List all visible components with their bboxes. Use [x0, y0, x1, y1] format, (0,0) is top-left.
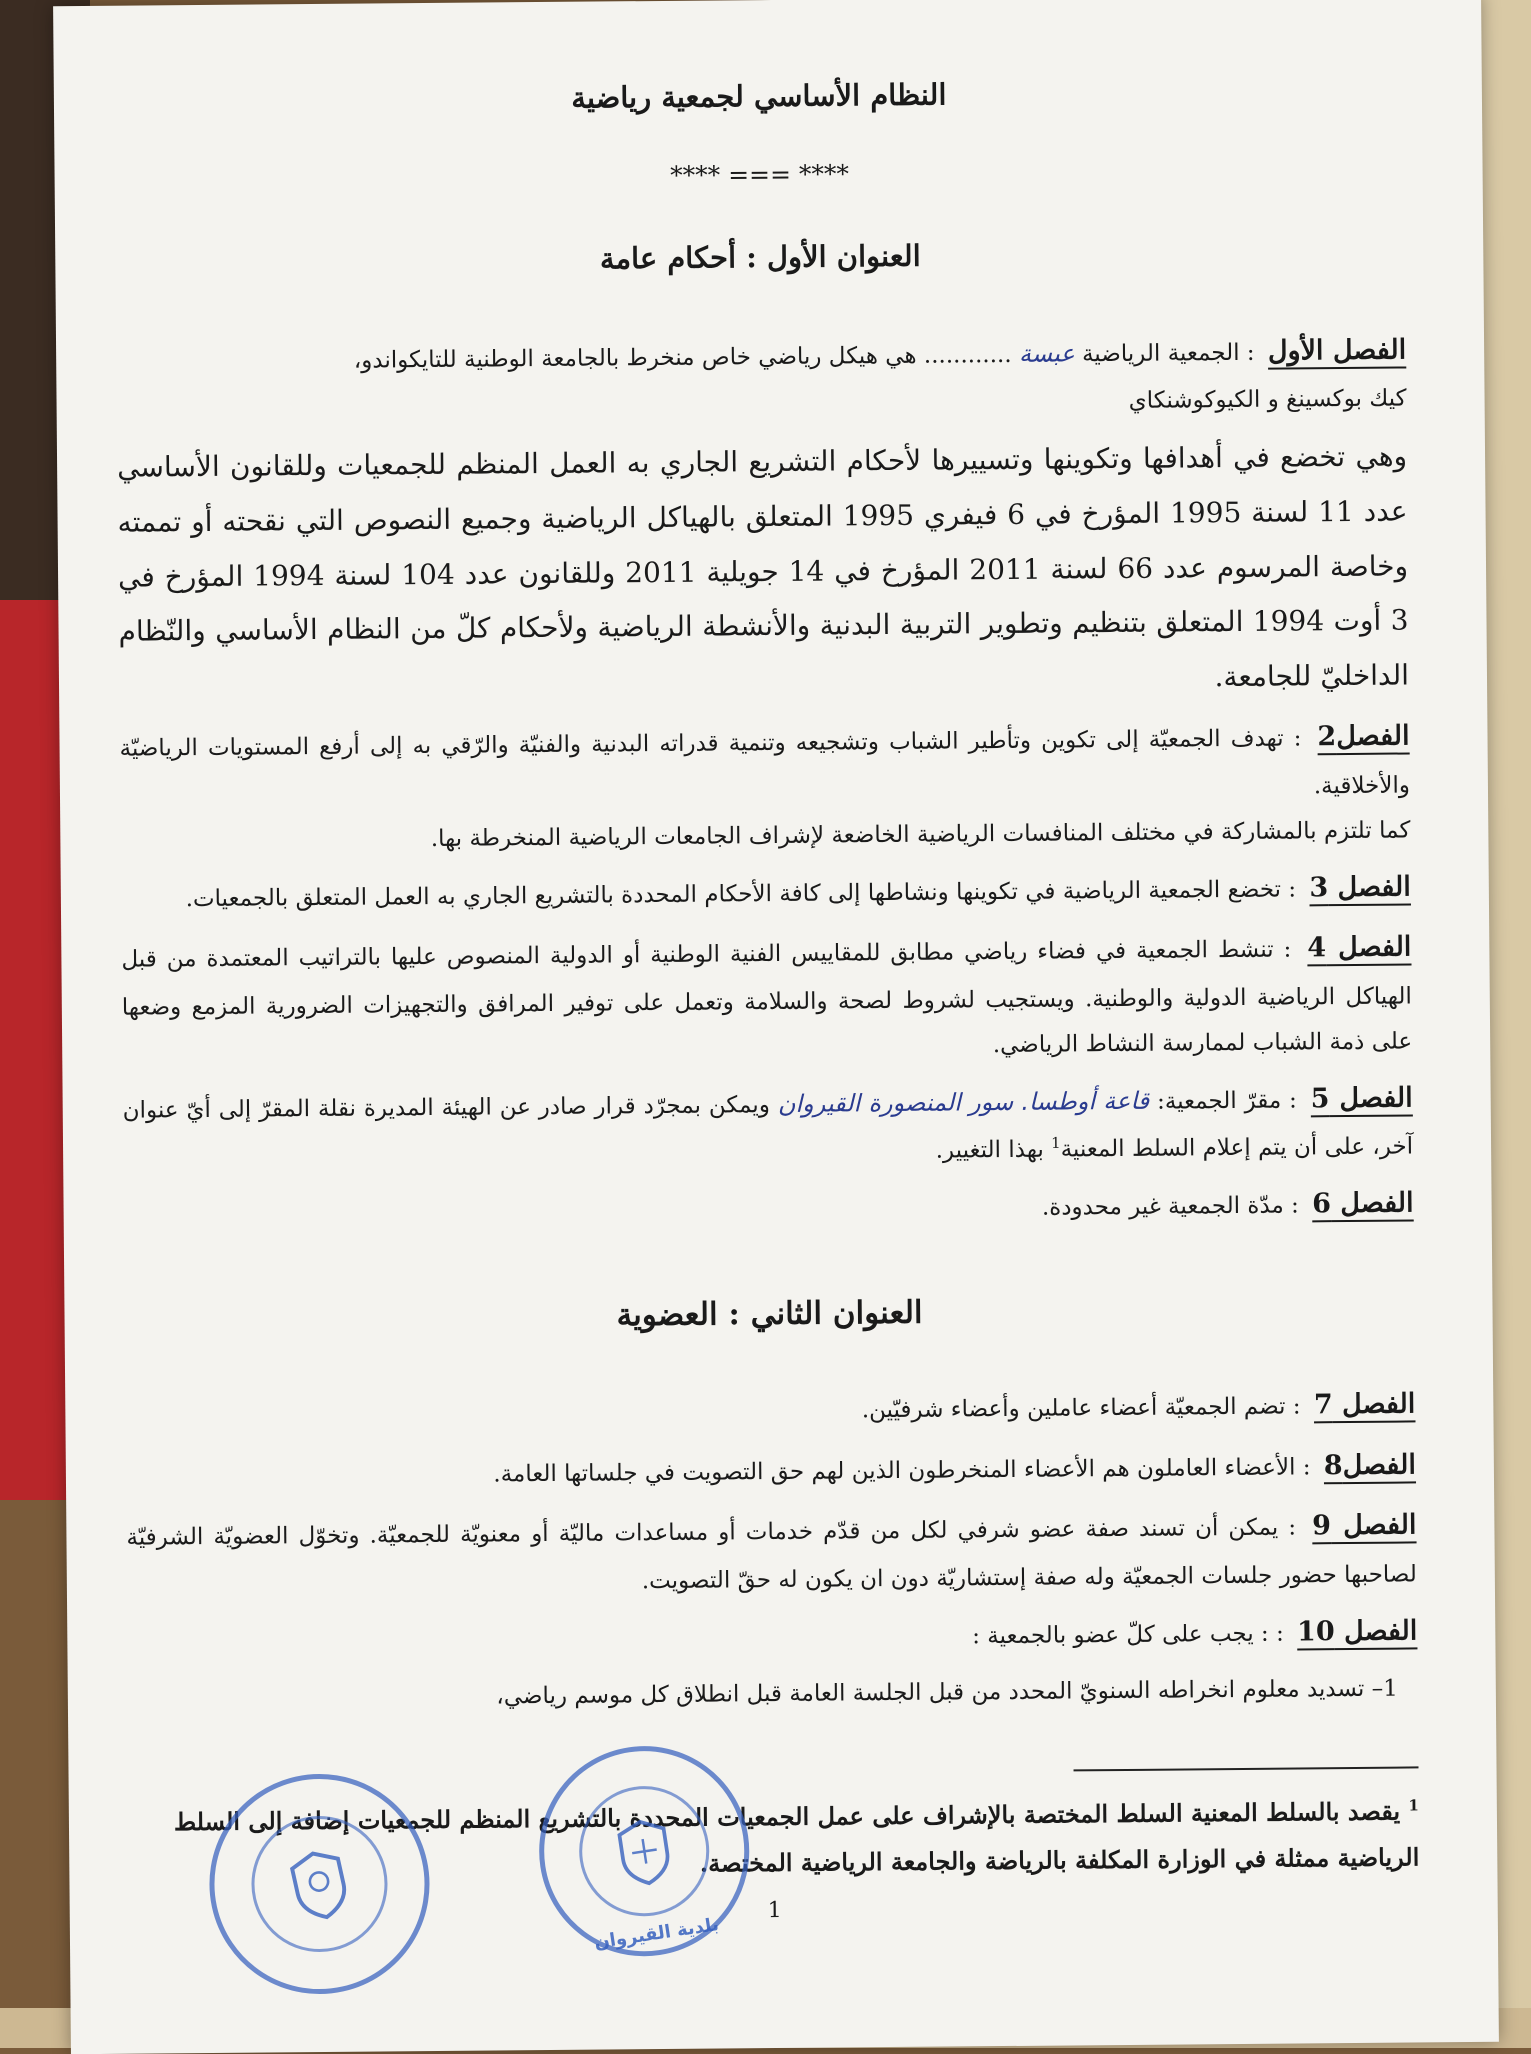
- document-page: [114, 44, 1420, 1938]
- article-1: الفصل الأول : الجمعية الرياضية عبسة ............ هي هيكل رياضي خاص منخرط بالجامعة الوطنية للتايكواندو، كيك بوكسينغ و الكيوكوشنكاي: [353, 334, 1407, 415]
- handwritten-address: قاعة أوطسا. سور المنصورة القيروان: [777, 1086, 1150, 1118]
- article-label: الفصل الأول: [1267, 334, 1407, 367]
- section-title-membership: العنوان الثاني : العضوية: [616, 1294, 923, 1334]
- article-label: الفصل 7: [1313, 1388, 1416, 1421]
- article-7: الفصل 7 : تضم الجمعيّة أعضاء عاملين وأعضاء شرفيّين.: [861, 1388, 1416, 1424]
- article-6: الفصل 6 : مدّة الجمعية غير محدودة.: [1041, 1187, 1414, 1221]
- stamp-emblem-icon: [238, 1803, 400, 1965]
- article-label: الفصل 3: [1309, 871, 1411, 903]
- separator: **** === ****: [670, 158, 850, 190]
- article-label: الفصل 9: [1312, 1509, 1417, 1542]
- list-item: 1– تسديد معلوم انخراطه السنويّ المحدد من قبل الجلسة العامة قبل انطلاق كل موسم رياضي،: [496, 1675, 1398, 1710]
- document-title: النظام الأساسي لجمعية رياضية: [571, 77, 947, 115]
- section-title-general: العنوان الأول : أحكام عامة: [599, 239, 921, 276]
- document-paper: [53, 0, 1499, 2054]
- article-label: الفصل2: [1317, 720, 1410, 753]
- handwritten-club-name: عبسة: [1018, 339, 1075, 368]
- article-label: الفصل8: [1323, 1449, 1417, 1482]
- article-9: الفصل 9 : يمكن أن تسند صفة عضو شرفي لكل من قدّم خدمات أو مساعدات ماليّة أو معنويّة للجمعيّة. وتخوّل العضويّة الشرفيّة لصاحبها حضور جلسات الجمعيّة وله صفة إستشاريّة دون ان يكون له حقّ التصويت.: [126, 1509, 1417, 1595]
- article-4: الفصل 4 : تنشط الجمعية في فضاء رياضي مطابق للمقاييس الفنية الوطنية أو الدولية المنصوص عليها بالتراتيب المعتمدة من قبل الهياكل الرياضية الدولية والوطنية. ويستجيب لشروط لصحة والسلامة وتعمل على توفير المرافق والتجهيزات الضرورية المزمع وضعها على ذمة الشباب لممارسة النشاط الرياضي.: [121, 931, 1413, 1058]
- article-1-paragraph: وهي تخضع في أهدافها وتكوينها وتسييرها لأحكام التشريع الجاري به العمل المنظم للجمعيات وللقانون الأساسي عدد 11 لسنة 1995 المؤرخ في 6 فيفري 1995 المتعلق بالهياكل الرياضية وجميع النصوص التي نقحته أو تممته وخاصة المرسوم عدد 66 لسنة 2011 المؤرخ في 14 جويلية 2011 وللقانون عدد 104 لسنة 1994 المؤرخ في 3 أوت 1994 المتعلق بتنظيم وتطوير التربية البدنية والأنشطة الرياضية ولأحكام كلّ من النظام الأساسي والنّظام الداخليّ للجامعة.: [116, 439, 1410, 693]
- article-10: الفصل 10 : : يجب على كلّ عضو بالجمعية :: [972, 1615, 1418, 1650]
- article-3: الفصل 3 : تخضع الجمعية الرياضية في تكوينها ونشاطها إلى كافة الأحكام المحددة بالتشريع الجاري به العمل المتعلق بالجمعيات.: [185, 871, 1411, 912]
- page-number: 1: [767, 1897, 782, 1923]
- article-label: الفصل 10: [1296, 1615, 1418, 1648]
- footnote: $^1$ يقصد بالسلط المعنية السلط المختصة بالإشراف على عمل الجمعيات المحددة بالتشريع المنظم للجمعيات إضافة إلى السلط الرياضية ممثلة في الوزارة المكلفة بالرياضة والجامعة الرياضية المختصة.: [173, 1796, 1420, 1878]
- article-label: الفصل 5: [1310, 1082, 1413, 1114]
- article-label: الفصل 6: [1312, 1187, 1414, 1220]
- footnote-divider: [1074, 1767, 1419, 1772]
- footnote-ref: 1: [1050, 1134, 1061, 1153]
- article-2: الفصل2 : تهدف الجمعيّة إلى تكوين وتأطير الشباب وتشجيعه وتنمية قدراته البدنية والفنيّة والرّقي به إلى أرفع المستويات الرياضيّة والأخلاقية. كما تلتزم بالمشاركة في مختلف المنافسات الرياضية الخاضعة لإشراف الجامعات الرياضية المنخرطة بها.: [119, 720, 1411, 852]
- stamp-text: بلدية القيروان: [592, 1914, 721, 1954]
- article-5: الفصل 5 : مقرّ الجمعية: قاعة أوطسا. سور المنصورة القيروان ويمكن بمجرّد قرار صادر عن الهيئة المديرة نقلة المقرّ إلى أيّ عنوان آخر، على أن يتم إعلام السلط المعنية$^1$ بهذا التغيير.: [122, 1082, 1414, 1164]
- article-label: الفصل 4: [1307, 931, 1412, 964]
- stamp-emblem-icon: [570, 1777, 718, 1925]
- article-8: الفصل8 : الأعضاء العاملون هم الأعضاء المنخرطون الذين لهم حق التصويت في جلساتها العامة.: [493, 1449, 1417, 1488]
